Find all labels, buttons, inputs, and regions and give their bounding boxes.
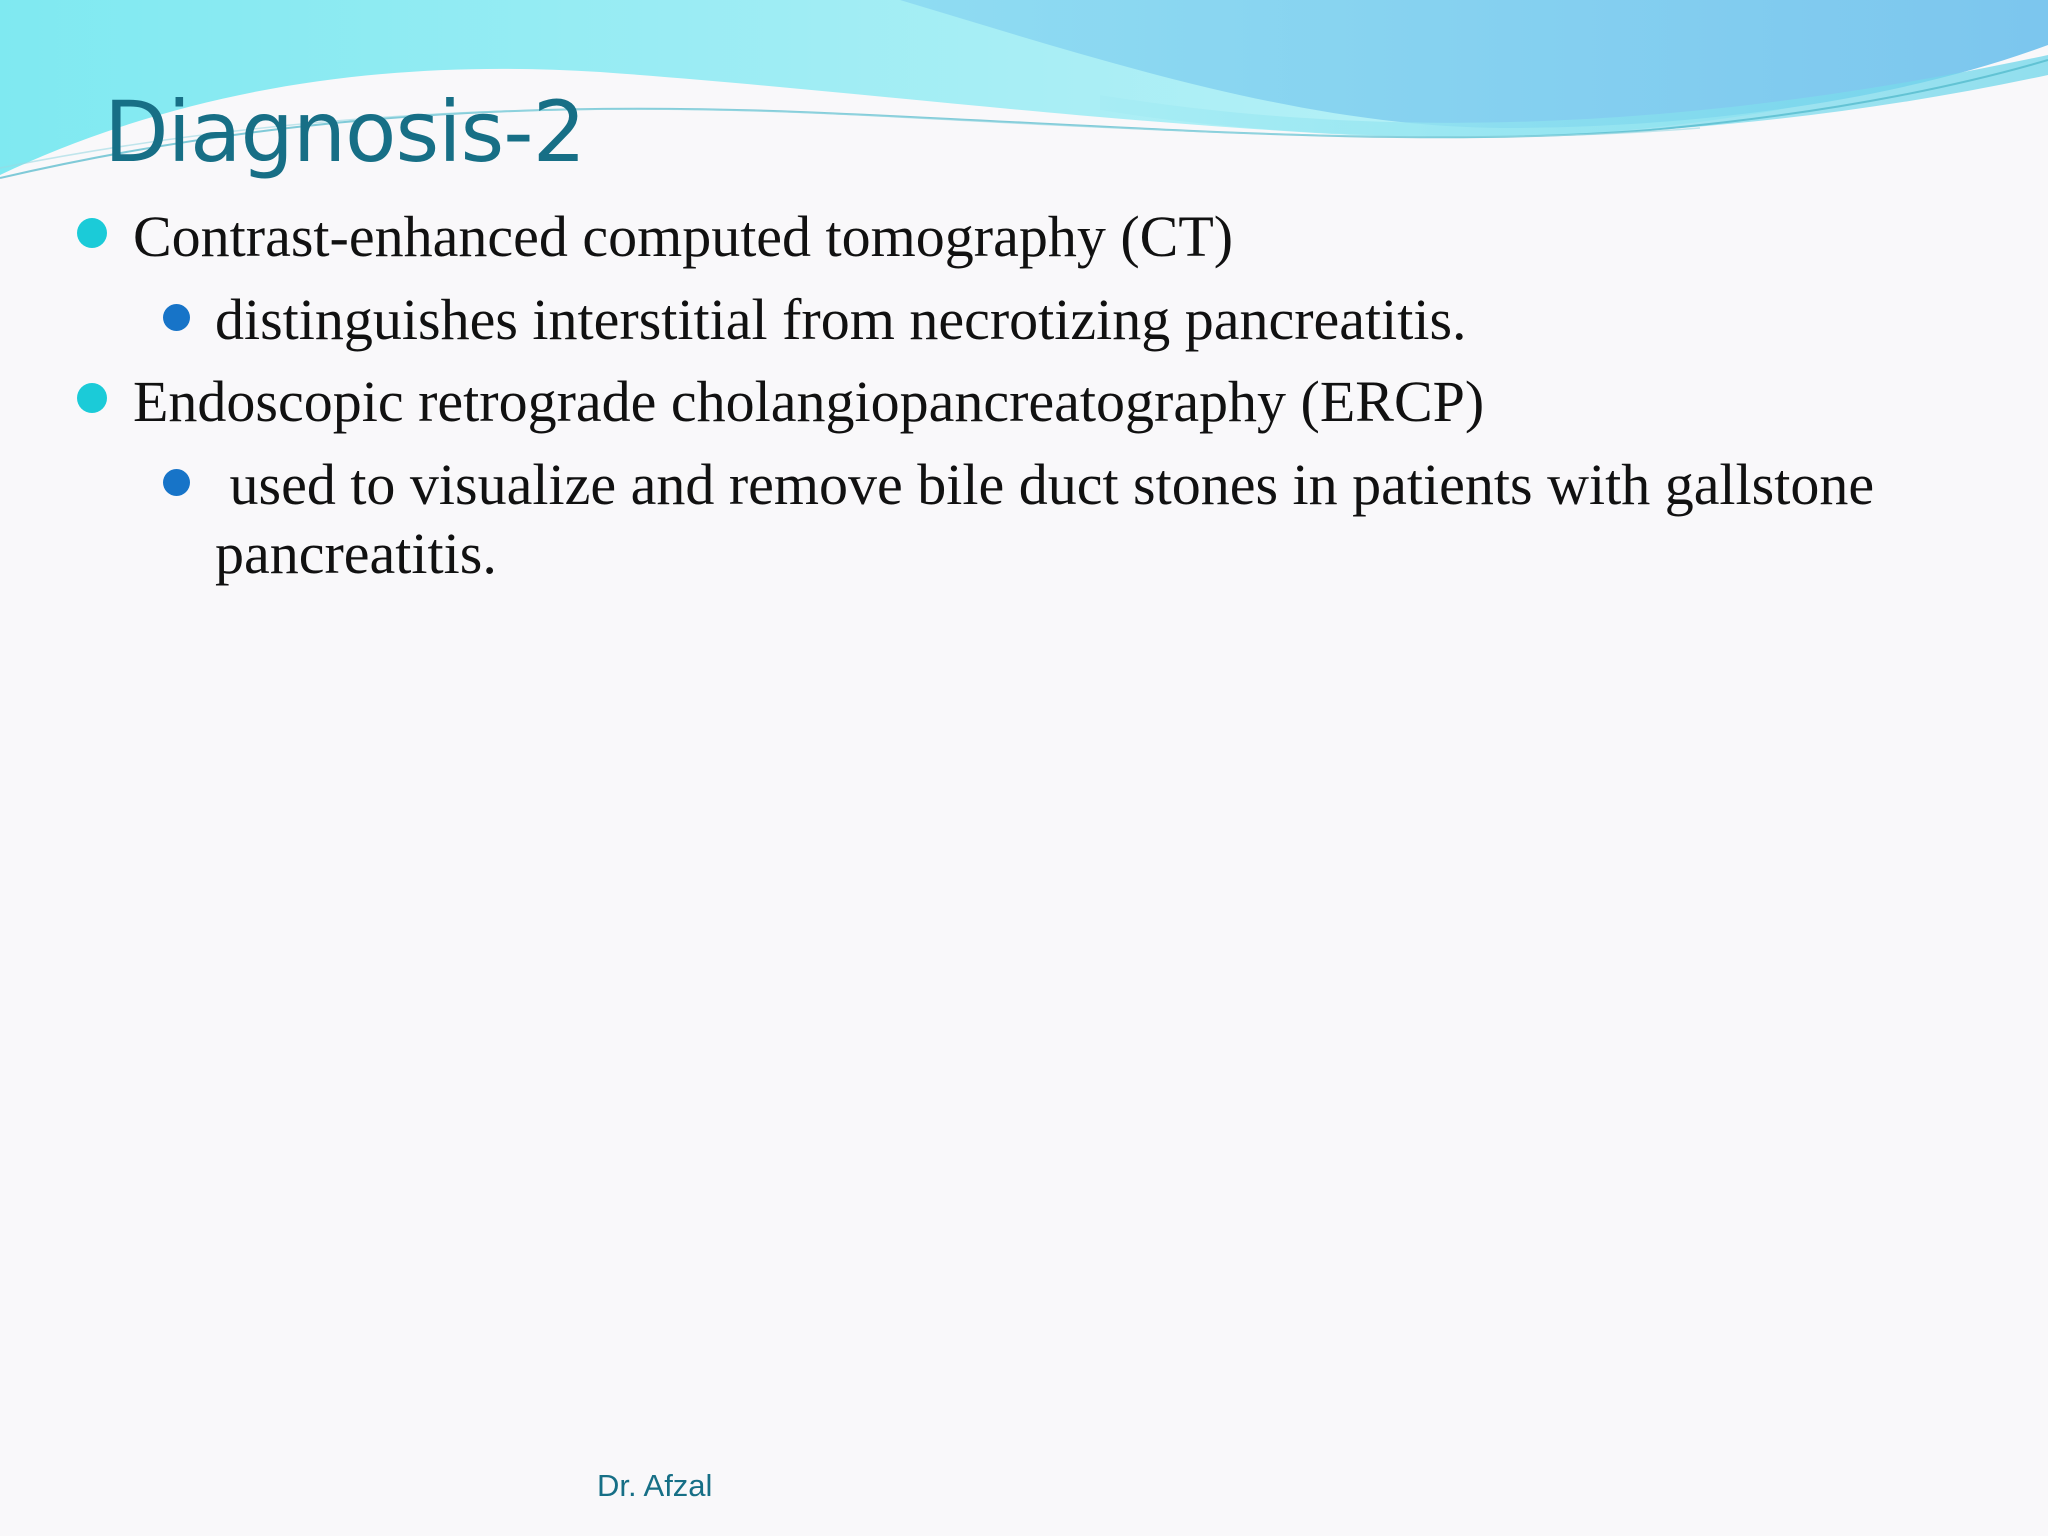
sub-bullet-ct: [215, 285, 1467, 355]
sub-bullet-dot-icon: [163, 469, 190, 496]
slide-title: Diagnosis-2: [104, 83, 586, 181]
sub-bullet-text: distinguishes interstitial from necrotizing pancreatitis.: [215, 287, 1467, 352]
sub-bullet-ercp: [215, 450, 2015, 588]
bullet-ct: [133, 202, 1233, 272]
sub-bullet-text: used to visualize and remove bile duct stones in patients with gallstone pancreatitis.: [215, 452, 1875, 586]
bullet-ercp: [133, 367, 1484, 437]
bullet-dot-icon: [77, 383, 107, 413]
bullet-text: Endoscopic retrograde cholangiopancreatography (ERCP): [133, 369, 1485, 434]
sub-bullet-dot-icon: [163, 304, 190, 331]
bullet-dot-icon: [77, 218, 107, 248]
bullet-text: Contrast-enhanced computed tomography (CT): [133, 204, 1234, 269]
footer-author: Dr. Afzal: [597, 1468, 713, 1503]
